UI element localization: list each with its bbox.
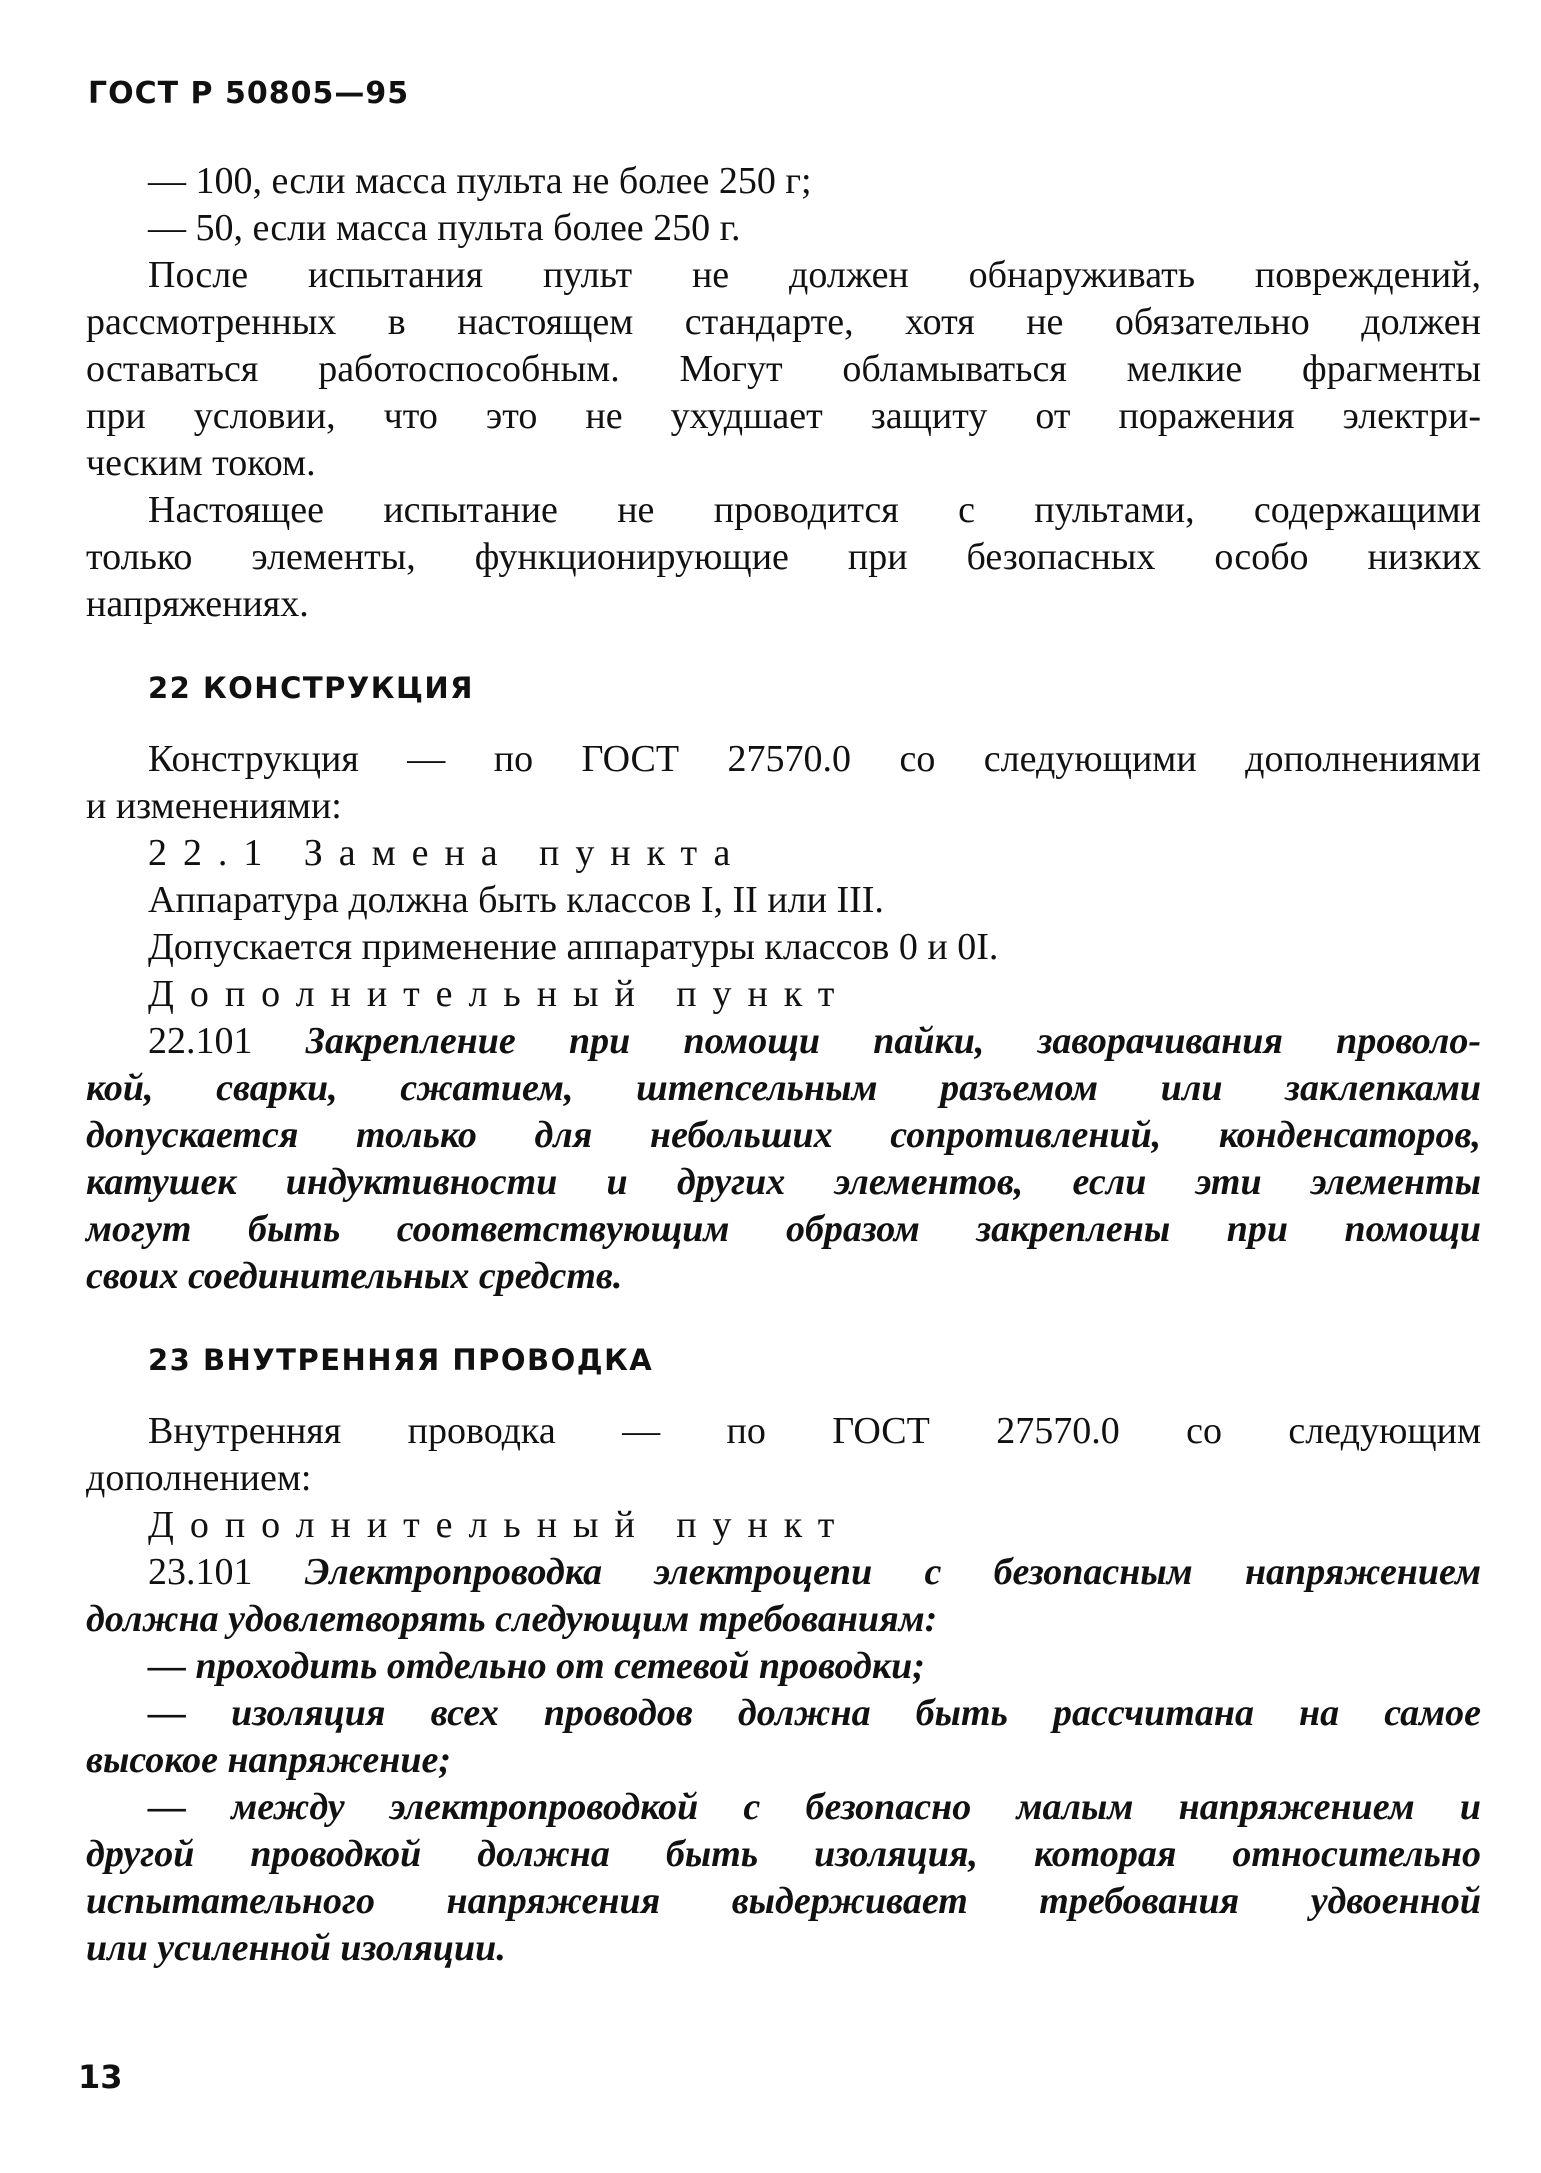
clause-text: Закрепление при помощи пайки, заворачивания проволо- bbox=[305, 1020, 1482, 1062]
section-heading-23: 23 ВНУТРЕННЯЯ ПРОВОДКА bbox=[148, 1343, 654, 1377]
document-body bbox=[86, 158, 1481, 1972]
list-item-continuation: испытательного напряжения выдерживает требования удвоенной bbox=[86, 1880, 1481, 1922]
clause-line: катушек индуктивности и других элементов, если эти элементы bbox=[86, 1161, 1481, 1203]
list-item-continuation: высокое напряжение; bbox=[86, 1739, 452, 1781]
paragraph-line: ческим током. bbox=[86, 442, 316, 484]
list-item: — между электропроводкой с безопасно малым напряжением и bbox=[148, 1786, 1481, 1828]
list-item: — проходить отдельно от сетевой проводки; bbox=[148, 1645, 925, 1687]
clause-line: допускается только для небольших сопротивлений, конденсаторов, bbox=[86, 1114, 1481, 1156]
paragraph-line: Настоящее испытание не проводится с пультами, содержащими bbox=[148, 489, 1481, 531]
list-item-continuation: или усиленной изоляции. bbox=[86, 1927, 506, 1969]
list-item: — изоляция всех проводов должна быть рассчитана на самое bbox=[148, 1692, 1481, 1734]
paragraph-line: Конструкция — по ГОСТ 27570.0 со следующими дополнениями bbox=[148, 738, 1481, 780]
clause-line bbox=[86, 1549, 1481, 1596]
paragraph-line: и изменениями: bbox=[86, 785, 342, 827]
paragraph-line: рассмотренных в настоящем стандарте, хотя не обязательно должен bbox=[86, 301, 1481, 343]
paragraph-line: оставаться работоспособным. Могут обламываться мелкие фрагменты bbox=[86, 348, 1481, 390]
clause-title: 22.1 Замена пункта bbox=[148, 832, 747, 874]
page-number: 13 bbox=[78, 2058, 123, 2096]
clause-label: Дополнительный пункт bbox=[148, 1504, 851, 1546]
paragraph-line: дополнением: bbox=[86, 1457, 312, 1499]
paragraph-line: Допускается применение аппаратуры классов 0 и 0I. bbox=[148, 926, 999, 968]
clause-line: могут быть соответствующим образом закреплены при помощи bbox=[86, 1208, 1481, 1250]
paragraph-line: при условии, что это не ухудшает защиту от поражения электри- bbox=[86, 395, 1481, 437]
list-item: — 100, если масса пульта не более 250 г; bbox=[148, 160, 812, 202]
standard-header: ГОСТ Р 50805—95 bbox=[88, 76, 410, 111]
clause-line: должна удовлетворять следующим требованиям: bbox=[86, 1598, 938, 1640]
clause-number: 22.101 bbox=[148, 1020, 253, 1062]
paragraph-line: напряжениях. bbox=[86, 583, 309, 625]
clause-line: кой, сварки, сжатием, штепсельным разъемом или заклепками bbox=[86, 1067, 1481, 1109]
clause-label: Дополнительный пункт bbox=[148, 973, 851, 1015]
clause-line: своих соединительных средств. bbox=[86, 1255, 623, 1297]
section-heading-22: 22 КОНСТРУКЦИЯ bbox=[148, 671, 474, 705]
paragraph-line: Внутренняя проводка — по ГОСТ 27570.0 со следующим bbox=[148, 1410, 1481, 1452]
clause-number: 23.101 bbox=[148, 1551, 253, 1593]
list-item-continuation: другой проводкой должна быть изоляция, которая относительно bbox=[86, 1833, 1481, 1875]
list-item: — 50, если масса пульта более 250 г. bbox=[148, 207, 741, 249]
clause-text: Электропроводка электроцепи с безопасным напряжением bbox=[304, 1551, 1481, 1593]
paragraph-line: После испытания пульт не должен обнаруживать повреждений, bbox=[148, 254, 1481, 296]
paragraph-line: Аппаратура должна быть классов I, II или III. bbox=[148, 879, 884, 921]
clause-line bbox=[86, 1018, 1481, 1065]
paragraph-line: только элементы, функционирующие при безопасных особо низких bbox=[86, 536, 1481, 578]
